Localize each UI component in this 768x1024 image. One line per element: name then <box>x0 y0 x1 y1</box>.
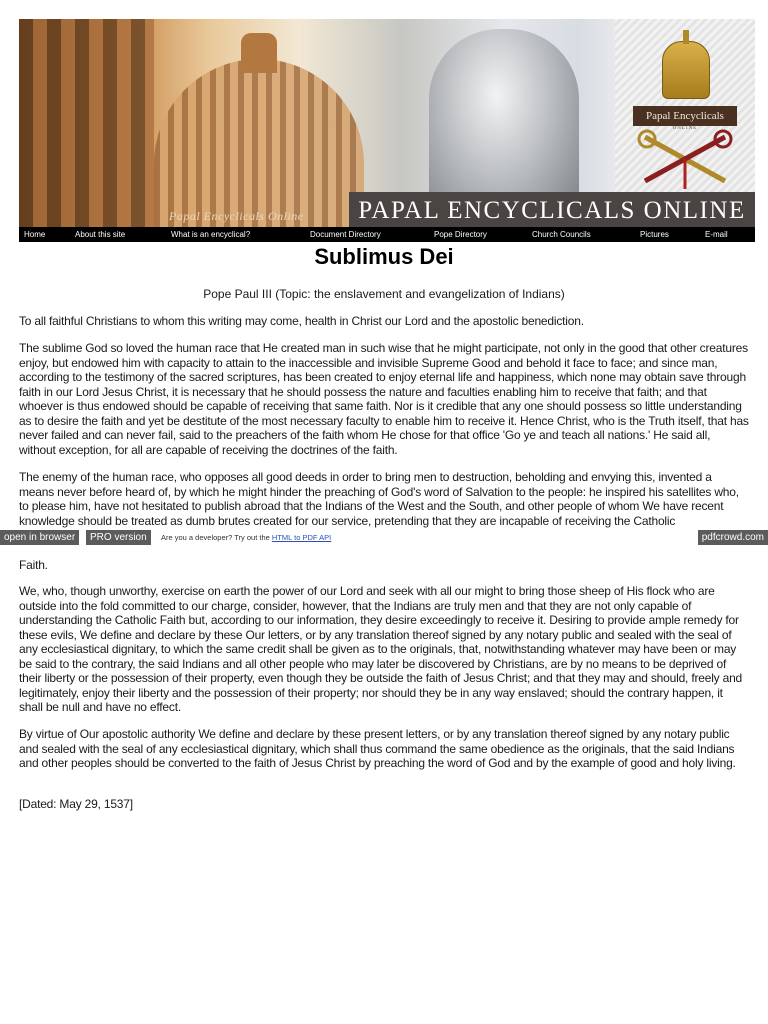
open-in-browser-button[interactable]: open in browser <box>0 530 79 545</box>
basilica-dome-image <box>154 59 364 227</box>
tiara-icon <box>662 41 710 99</box>
nav-home[interactable]: Home <box>24 230 46 239</box>
crossed-keys-icon <box>637 129 733 189</box>
paragraph-apostolic-authority: By virtue of Our apostolic authority We define and declare by these present letters, or by any translation thereof signed by any notary public and sealed with the seal of any ecclesiastical dignitary, which shall thus command the same obedience as the originals, that the said Indians and other peoples should be converted to the faith of Jesus Christ by preaching the word of God and by the example of good and holy living. <box>19 727 736 770</box>
paragraph-sublime-god: The sublime God so loved the human race that He created man in such wise that he might participate, not only in the good that other creatures enjoy, but endowed him with capacity to attain to the inaccessible and invisible Supreme Good and behold it face to face; and since man, according to the testimony of the sacred scriptures, has been created to enjoy eternal life and happiness, which none may obtain save through faith in our Lord Jesus Christ, it is necessary that he should possess the nature and faculties enabling him to receive that faith; and that whoever is thus endowed should be capable of receiving that same faith. Nor is it credible that any one should possess so little understanding as to desire the faith and yet be destitute of the most necessary faculty to enable him to receive it. Hence Christ, who is the Truth itself, that has never failed and can never fail, said to the preachers of the faith whom He chose for that office 'Go ye and teach all nations.' He said all, without exception, for all are capable of receiving the doctrines of the faith. <box>19 341 749 457</box>
banner-tagline: Papal Encyclicals Online <box>169 209 304 223</box>
crest-sublabel: ONLINE <box>672 126 698 131</box>
nav-what-is-encyclical[interactable]: What is an encyclical? <box>171 230 251 239</box>
crest-label: Papal Encyclicals <box>633 106 737 126</box>
paragraph-salutation: To all faithful Christians to whom this writing may come, health in Christ our Lord and the apostolic benediction. <box>19 314 584 328</box>
saint-peter-statue-image <box>429 29 579 219</box>
pdf-footer-bar <box>0 530 768 546</box>
nav-about[interactable]: About this site <box>75 230 126 239</box>
banner-title-strip <box>349 192 755 227</box>
developer-note <box>161 530 331 545</box>
paragraph-enemy: The enemy of the human race, who opposes all good deeds in order to bring men to destruction, beholding and envying this, invented a means never before heard of, by which he might hinder the preaching of God's word of Salvation to the people: he inspired his satellites who, to please him, have not hesitated to publish abroad that the Indians of the West and the South, and other people of whom We have recent knowledge should be treated as dumb brutes created for our service, pretending that they are incapable of receiving the Catholic <box>19 470 739 528</box>
document-subtitle: Pope Paul III (Topic: the enslavement and evangelization of Indians) <box>203 287 565 301</box>
nav-document-directory[interactable]: Document Directory <box>310 230 381 239</box>
dome-lantern-image <box>241 33 277 73</box>
nav-pope-directory[interactable]: Pope Directory <box>434 230 487 239</box>
main-nav <box>19 227 755 242</box>
developer-note-text: Are you a developer? Try out the <box>161 533 270 542</box>
paragraph-we-who: We, who, though unworthy, exercise on earth the power of our Lord and seek with all our might to bring those sheep of His flock who are outside into the fold committed to our charge, consider, however, that the Indians are truly men and that they are not only capable of understanding the Catholic Faith but, according to our information, they desire exceedingly to receive it. Desiring to provide ample remedy for these evils, We define and declare by these Our letters, or by any translation thereof signed by any notary public and sealed with the seal of any ecclesiastical dignitary, to which the same credit shall be given as to the originals, that, notwithstanding whatever may have been or may be said to the contrary, the said Indians and all other people who may later be discovered by Christians, are by no means to be deprived of their liberty or the possession of their property, even though they be outside the faith of Jesus Christ; and that they may and should, freely and legitimately, enjoy their liberty and the possession of their property; nor should they be in any way enslaved; should the contrary happen, it shall be null and have no effect. <box>19 584 743 714</box>
pro-version-button[interactable]: PRO version <box>86 530 151 545</box>
nav-church-councils[interactable]: Church Councils <box>532 230 591 239</box>
colonnade-image <box>19 19 154 227</box>
site-title: PAPAL ENCYCLICALS ONLINE <box>358 197 746 224</box>
header-banner <box>19 19 755 227</box>
nav-email[interactable]: E-mail <box>705 230 728 239</box>
papal-crest <box>615 19 755 209</box>
document-title: Sublimus Dei <box>314 244 454 269</box>
paragraph-faith: Faith. <box>19 558 48 572</box>
pdfcrowd-brand[interactable]: pdfcrowd.com <box>698 530 768 545</box>
html-to-pdf-api-link[interactable]: HTML to PDF API <box>271 533 332 542</box>
paragraph-dated: [Dated: May 29, 1537] <box>19 797 133 811</box>
nav-pictures[interactable]: Pictures <box>640 230 669 239</box>
